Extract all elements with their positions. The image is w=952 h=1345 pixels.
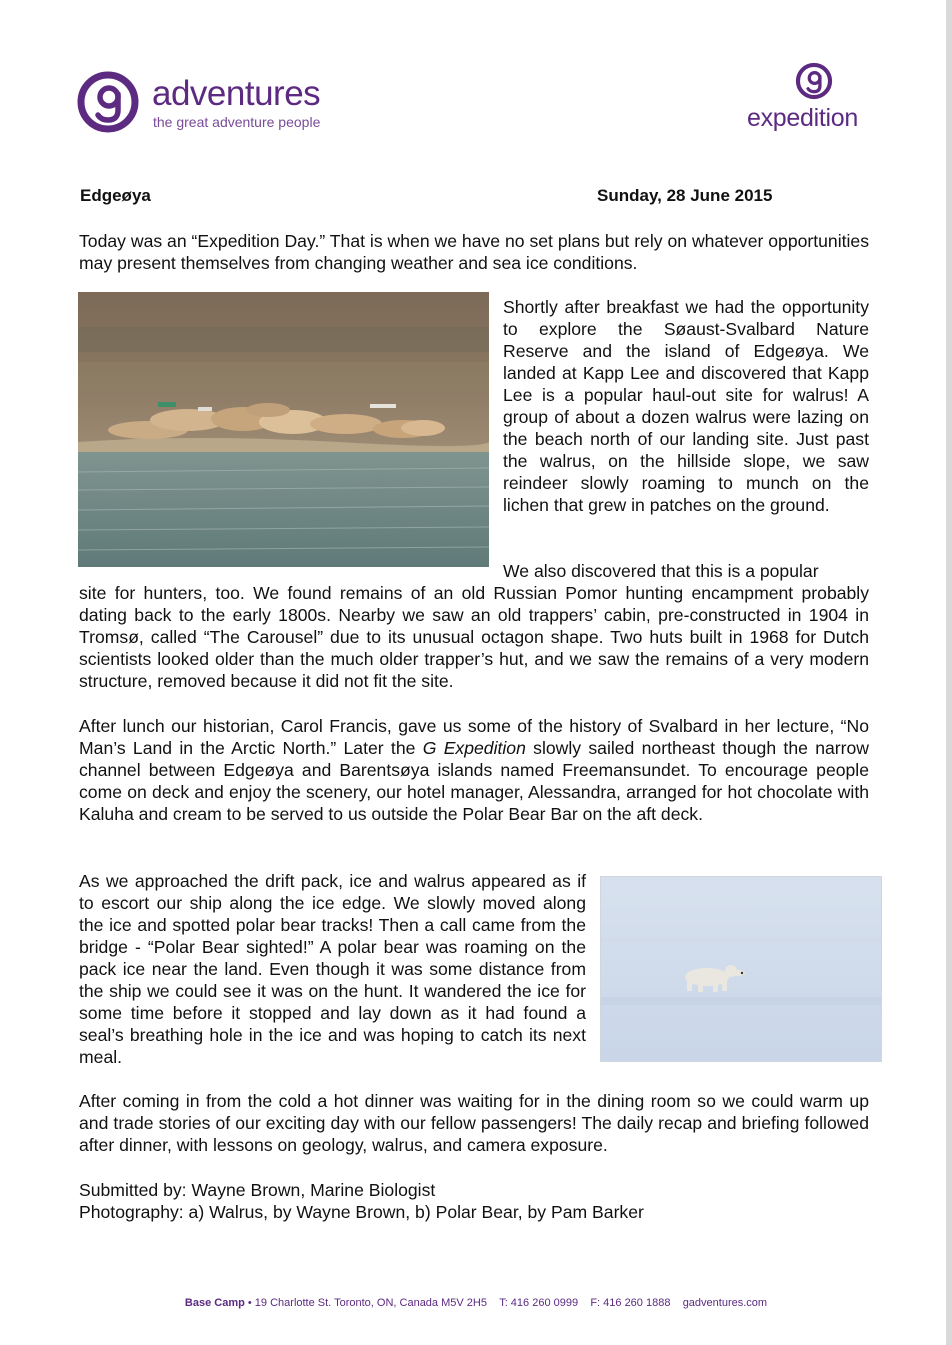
logo-wordmark: adventures (152, 74, 321, 113)
footer-address: • 19 Charlotte St. Toronto, ON, Canada M5V 2H5 (244, 1297, 487, 1309)
logo-tagline: the great adventure people (153, 114, 321, 130)
submitted-by: Submitted by: Wayne Brown, Marine Biologist (79, 1180, 436, 1200)
expedition-logo (744, 62, 884, 138)
lecture-text-b: slowly sailed northeast though the narrow channel between Edgeøya and Barentsøya islands named Freemansundet. To encourage people come on deck and enjoy the scenery, our hotel manager, Alessandra, arranged for hot chocolate with Kaluha and cream to be served to us outside the Polar Bear Bar on the aft deck. (79, 738, 869, 824)
paragraph-polar-bear: As we approached the drift pack, ice and walrus appeared as if to escort our ship along the ice edge. We slowly moved along the ice and spotted polar bear tracks! Then a call came from the bridge - “Polar Bear sighted!” A polar bear was roaming on the pack ice near the land. Even though it was some distance from the ship we could see it was on the hunt. It wandered the ice for some time before it stopped and lay down as it had found a seal’s breathing hole in the ice and was hoping to catch its next meal. (79, 871, 586, 1067)
paragraph-hunters: site for hunters, too. We found remains of an old Russian Pomor hunting encampment probably dating back to the early 1800s. Nearby we saw an old trappers’ cabin, pre-constructed in 1904 in Tromsø, called “The Carousel” due to its unusual octagon shape. Two huts built in 1968 for Dutch scientists looked older than the much older trapper’s hut, and we saw the remains of a very modern structure, removed because it did not fit the site. (79, 583, 869, 691)
walrus-photo (78, 292, 489, 567)
footer-phone: T: 416 260 0999 (499, 1297, 579, 1309)
footer-fax: F: 416 260 1888 (590, 1297, 671, 1309)
footer-label: Base Camp (184, 1297, 245, 1309)
location-heading: Edgeøya (80, 186, 151, 205)
page-edge (946, 0, 952, 1345)
paragraph-hunters-first-line: We also discovered that this is a popular (503, 561, 819, 581)
g-adventures-logo (76, 70, 366, 136)
lecture-text-a: After lunch our historian, Carol Francis, gave us some of the history of Svalbard in her lecture, “No Man’s Land in the Arctic North.” Later the (79, 716, 869, 758)
photography-credits: Photography: a) Walrus, by Wayne Brown, b) Polar Bear, by Pam Barker (79, 1202, 644, 1222)
g-logo-icon (76, 70, 140, 134)
paragraph-landing: Shortly after breakfast we had the opportunity to explore the Søaust-Svalbard Nature Reserve and the island of Edgeøya. We landed at Kapp Lee and discovered that Kapp Lee is a popular haul-out site for walrus! A group of about a dozen walrus were lazing on the beach north of our landing site. Just past the walrus, on the hillside slope, we saw reindeer slowly roaming to munch on the lichen that grew in patches on the ground. (503, 297, 869, 515)
date-heading: Sunday, 28 June 2015 (597, 186, 773, 205)
g-logo-small-icon (795, 62, 833, 100)
paragraph-lecture (79, 715, 869, 825)
intro-paragraph: Today was an “Expedition Day.” That is when we have no set plans but rely on whatever opportunities may present themselves from changing weather and sea ice conditions. (79, 231, 869, 273)
footer (0, 1296, 952, 1310)
paragraph-dinner: After coming in from the cold a hot dinner was waiting for in the dining room so we could warm up and trade stories of our exciting day with our fellow passengers! The daily recap and briefing followed after dinner, with lessons on geology, walrus, and camera exposure. (79, 1091, 869, 1155)
footer-website-link[interactable]: gadventures.com (682, 1297, 768, 1309)
ship-name: G Expedition (422, 738, 526, 758)
polar-bear-photo (600, 876, 882, 1062)
expedition-wordmark: expedition (747, 104, 858, 132)
